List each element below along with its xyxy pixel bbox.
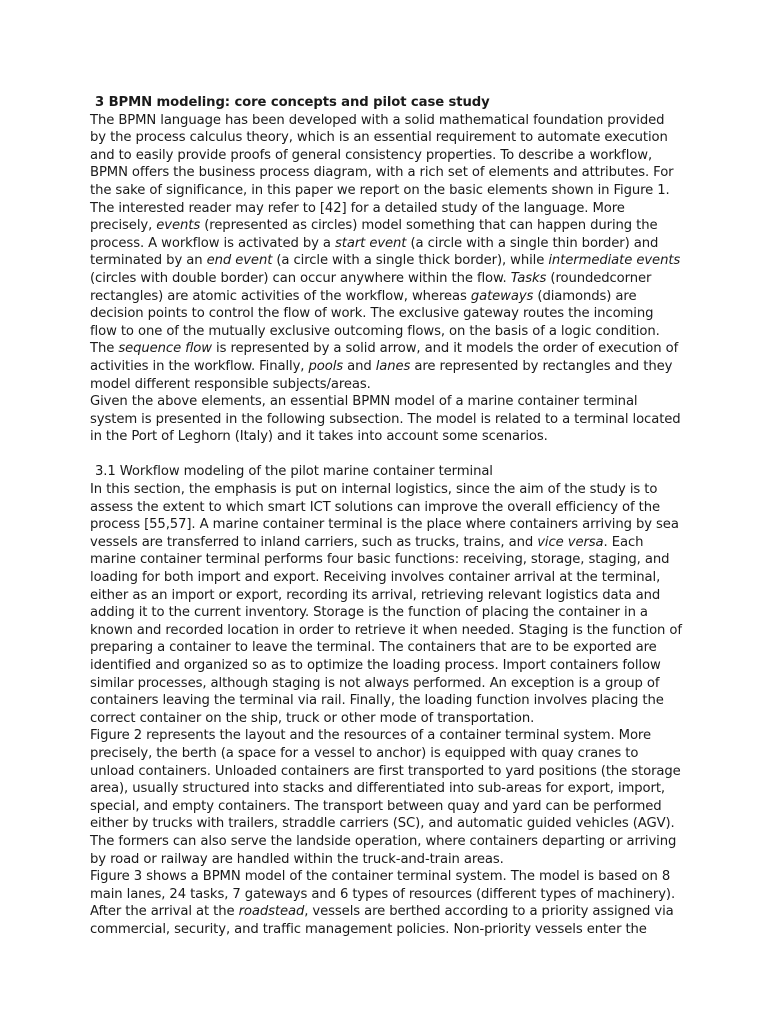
- section-3-paragraph-2: [90, 200, 682, 394]
- text-run: (circles with double border) can occur anywhere within the flow.: [90, 270, 511, 286]
- text-run: is represented by a solid arrow, and it models the order of execution of activities in the workflow. Finally,: [90, 341, 679, 374]
- text-run: (a circle with a single thin border) and terminated by an: [90, 235, 659, 269]
- text-run: are represented by rectangles and they model different responsible subjects/areas.: [90, 358, 673, 392]
- section-3-1-heading: 3.1 Workflow modeling of the pilot marine container terminal: [95, 464, 493, 480]
- text-run: (a circle with a single thick border), while: [272, 253, 549, 269]
- document-body: [90, 94, 682, 939]
- section-3-paragraph-1: The BPMN language has been developed with a solid mathematical foundation provided by the process calculus theory, which is an essential requirement to automate execution and to easily provide proofs of general consistency properties. To describe a workflow, BPMN offers the business process diagram, with a rich set of elements and attributes. For the sake of significance, in this paper we report on the basic elements shown in Figure 1.: [90, 112, 674, 198]
- term-start-event: start event: [335, 235, 407, 251]
- section-3-1-paragraph-1: [90, 481, 682, 727]
- term-intermediate-events: intermediate events: [548, 253, 681, 269]
- term-gateways: gateways: [470, 288, 534, 304]
- text-run: . Each marine container terminal performs four basic functions: receiving, storage, staging, and loading for both import and export. Receiving involves container arrival at the terminal, either as an import or export, recording its arrival, retrieving relevant logistics data and adding it to the current inventory. Storage is the function of placing the container in a known and recorded location in order to retrieve it when needed. Staging is the function of preparing a container to leave the terminal. The containers that are to be exported are identified and organized so as to optimize the loading process. Import containers follow similar processes, although staging is not always performed. An exception is a group of containers leaving the terminal via rail. Finally, the loading function involves placing the correct container on the ship, truck or other mode of transportation.: [90, 534, 682, 726]
- section-3-paragraph-3: Given the above elements, an essential BPMN model of a marine container terminal system is presented in the following subsection. The model is related to a terminal located in the Port of Leghorn (Italy) and it takes into account some scenarios.: [90, 394, 681, 445]
- section-3-1-paragraph-2: Figure 2 represents the layout and the resources of a container terminal system. More precisely, the berth (a space for a vessel to anchor) is equipped with quay cranes to unload containers. Unloaded containers are first transported to yard positions (the storage area), usually structured into stacks and differentiated into sub-areas for export, import, special, and empty containers. The transport between quay and yard can be performed either by trucks with trailers, straddle carriers (SC), and automatic guided vehicles (AGV). The formers can also serve the landside operation, where containers departing or arriving by road or railway are handled within the truck-and-train areas.: [90, 728, 681, 867]
- text-run: (diamonds) are decision points to control the flow of work. The exclusive gateway routes the incoming flow to one of the mutually exclusive outcoming flows, on the basis of a logic condition. The: [90, 288, 660, 357]
- term-pools: pools: [308, 358, 344, 374]
- term-sequence-flow: sequence flow: [118, 341, 212, 357]
- section-gap: [90, 446, 682, 464]
- term-end-event: end event: [206, 253, 273, 269]
- text-run: and: [343, 358, 376, 374]
- term-roadstead: roadstead: [238, 904, 305, 920]
- term-tasks: Tasks: [510, 270, 547, 286]
- text-run: , vessels are berthed according to a priority assigned via commercial, security, and traffic management policies. Non-priority vessels enter the: [90, 904, 674, 937]
- term-events: events: [156, 218, 201, 234]
- text-run: The interested reader may refer to [42] for a detailed study of the language. More precisely,: [90, 200, 625, 234]
- section-3-heading: 3 BPMN modeling: core concepts and pilot case study: [95, 95, 490, 110]
- section-3-1-paragraph-3: [90, 868, 682, 938]
- text-run: Figure 3 shows a BPMN model of the container terminal system. The model is based on 8 main lanes, 24 tasks, 7 gateways and 6 types of resources (different types of machinery). After the arrival at the: [90, 869, 676, 920]
- text-run: In this section, the emphasis is put on internal logistics, since the aim of the study is to assess the extent to which smart ICT solutions can improve the overall efficiency of the process [55,57]. A marine container terminal is the place where containers arriving by sea vessels are transferred to inland carriers, such as trucks, trains, and: [90, 482, 679, 550]
- term-lanes: lanes: [375, 358, 411, 374]
- text-run: (represented as circles) model something that can happen during the process. A workflow is activated by a: [90, 218, 658, 251]
- text-run: (roundedcorner rectangles) are atomic activities of the workflow, whereas: [90, 270, 652, 304]
- term-vice-versa: vice versa: [537, 534, 604, 550]
